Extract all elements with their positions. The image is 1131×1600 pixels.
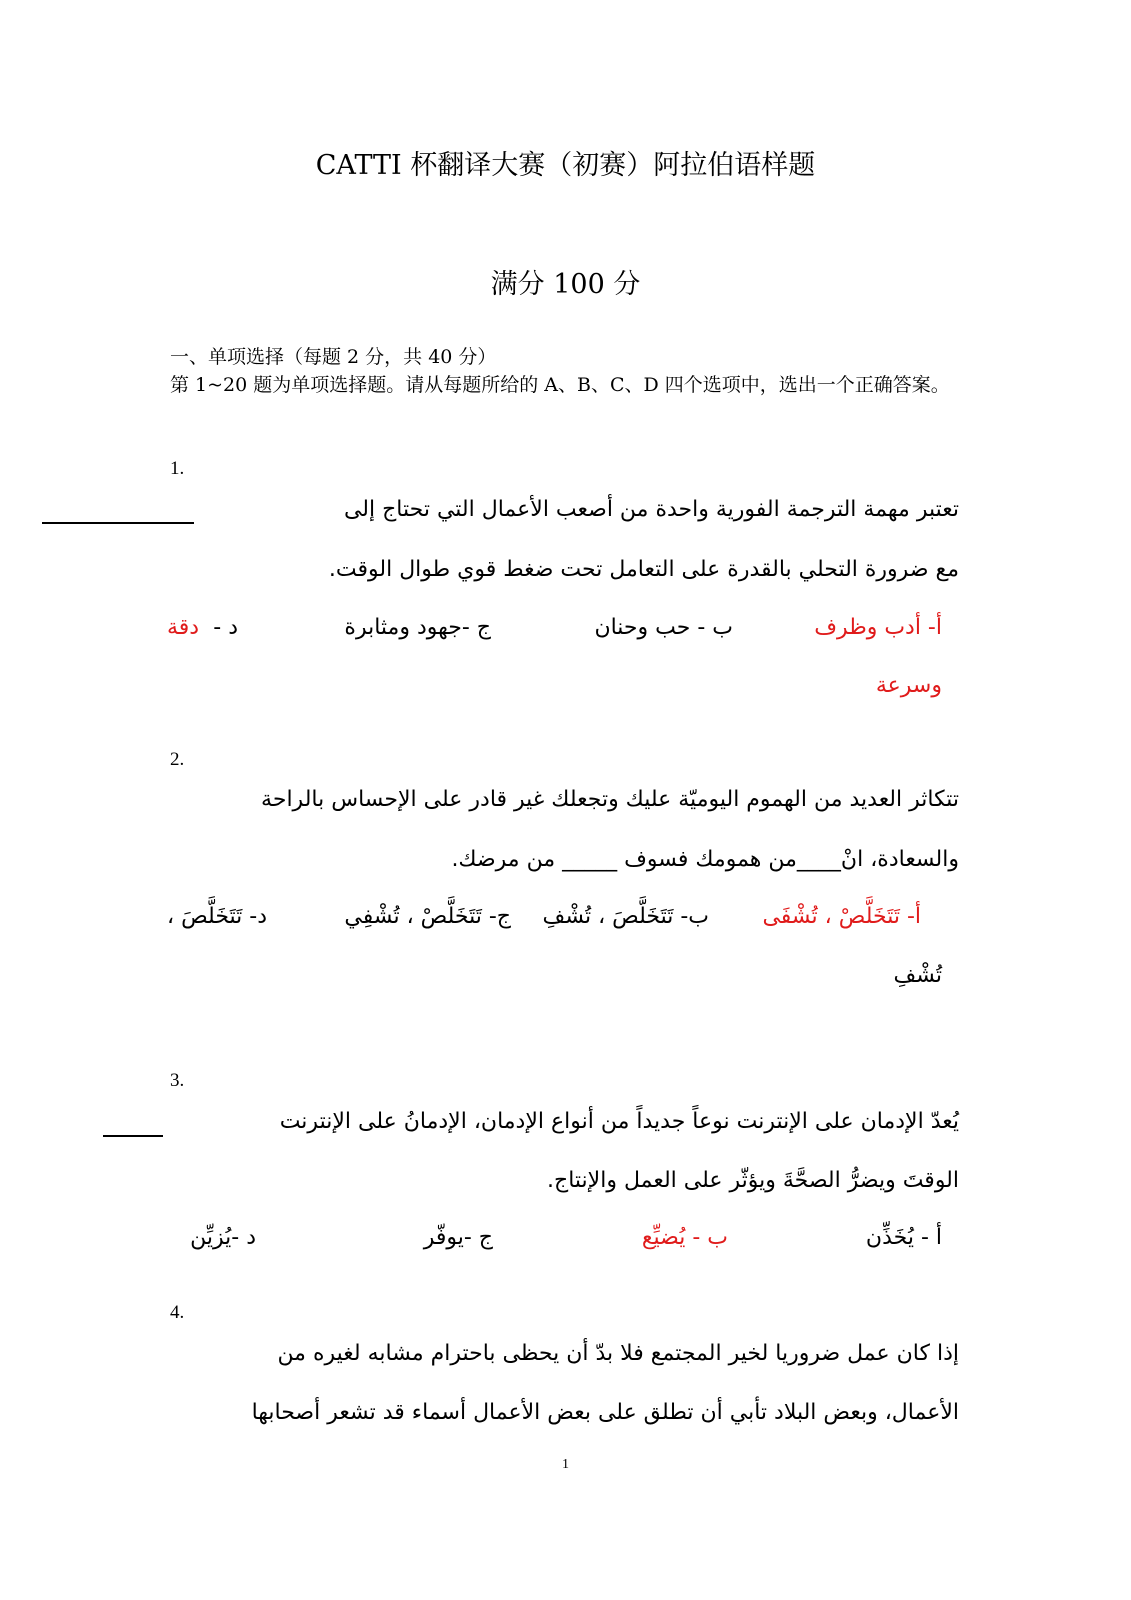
question-3-option-a: أ - يُخَذِّن (865, 1225, 942, 1250)
question-1-option-d-answer: دقة (167, 615, 200, 640)
page-number: 1 (562, 1457, 569, 1472)
question-3-line-1: يُعدّ الإدمان على الإنترنت نوعاً جديداً من أنواع الإدمان، الإدمانُ على الإنترنت (279, 1109, 959, 1134)
question-2-option-b: ب- تَتَخَلَّصَ ، تُشْفِ (542, 904, 709, 929)
question-2-number: 2. (170, 749, 185, 770)
question-1-option-c: ج -جهود ومثابرة (344, 615, 491, 640)
question-1-option-d-answer-cont: وسرعة (875, 673, 942, 698)
question-1-line-1: تعتبر مهمة الترجمة الفورية واحدة من أصعب الأعمال التي تحتاج إلى (343, 497, 959, 522)
question-4-number: 4. (170, 1302, 185, 1323)
question-1-option-d-prefix: د - (213, 615, 238, 640)
question-1-option-a: أ- أدب وظرف (814, 615, 942, 640)
question-3-option-d: د -يُزيِّن (190, 1225, 256, 1250)
question-1-number: 1. (170, 458, 185, 479)
question-4-line-2: الأعمال، وبعض البلاد تأبي أن تطلق على بعض الأعمال أسماء قد تشعر أصحابها (251, 1400, 959, 1425)
page-title: CATTI 杯翻译大赛（初赛）阿拉伯语样题 (315, 150, 816, 181)
question-2-option-d-cont: تُشْفِ (893, 963, 942, 988)
question-2-line-1: تتكاثر العديد من الهموم اليوميّة عليك وتجعلك غير قادر على الإحساس بالراحة (261, 787, 959, 812)
section-heading: 一、单项选择（每题 2 分，共 40 分） (170, 346, 497, 368)
question-3-blank (103, 1135, 163, 1137)
full-score: 满分 100 分 (490, 269, 641, 300)
question-2-option-d: د- تَتَخَلَّصَ ، (167, 904, 268, 929)
question-1-blank (42, 522, 194, 524)
question-3-option-b: ب - يُضيِّع (641, 1225, 728, 1250)
question-1-line-2: مع ضرورة التحلي بالقدرة على التعامل تحت ضغط قوي طوال الوقت. (328, 557, 959, 582)
question-4-line-1: إذا كان عمل ضروريا لخير المجتمع فلا بدّ أن يحظى باحترام مشابه لغيره من (277, 1341, 959, 1366)
question-2-option-c: ج- تَتَخَلَّصْ ، تُشْفِي (344, 904, 511, 929)
question-1-option-b: ب - حب وحنان (594, 615, 733, 640)
question-3-option-c: ج -يوفّر (423, 1225, 493, 1250)
question-3-number: 3. (170, 1070, 185, 1091)
section-instruction: 第 1~20 题为单项选择题。请从每题所给的 A、B、C、D 四个选项中，选出一个正确答案。 (170, 374, 950, 396)
question-2-line-2: والسعادة، انْ____من همومك فسوف _____ من مرضك. (451, 847, 959, 872)
question-2-option-a: أ- تَتَخَلَّصْ ، تُشْفَى (762, 904, 921, 929)
question-3-line-2: الوقتَ ويضرُّ الصحَّةَ ويؤثّر على العمل والإنتاج. (547, 1168, 959, 1193)
